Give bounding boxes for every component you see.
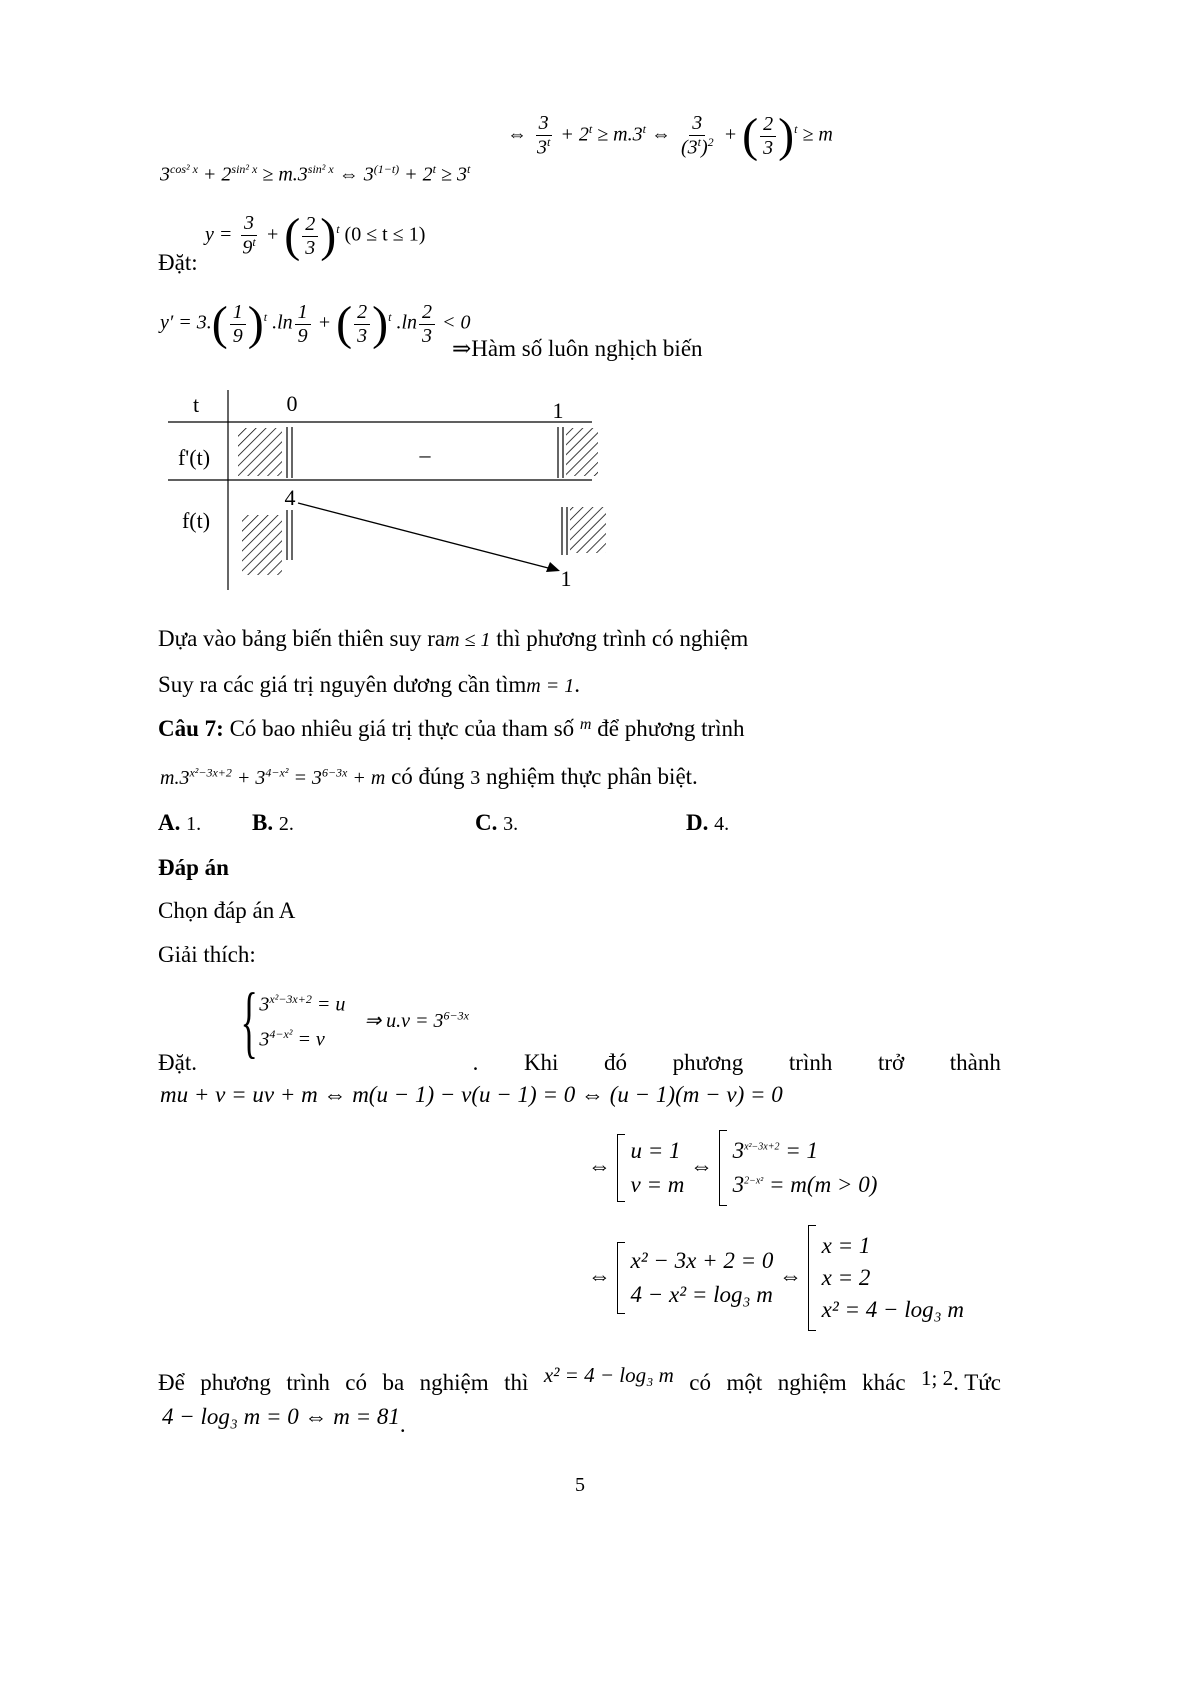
explanation-label: Giải thích: — [158, 942, 256, 967]
label-t: t — [192, 392, 200, 417]
system-a: ⇔ u = 1 v = m ⇔ $3^{x^2-3x+2} = 1$ $3^{2-x^2} = m(m > 0)$ — [588, 1130, 877, 1206]
question-7-equation: $m.3^{x^2-3x+2} + 3^{4-x^2} = 3^{6-3x} + m$ có đúng 3 nghiệm thực phân biệt. — [160, 764, 698, 789]
option-b[interactable]: B. 2. — [252, 810, 294, 835]
substitution-y: y = $\frac{3}{9^t}$ + ( $\frac{2}{3}$ )$^t$ (0 ≤ t ≤ 1) — [205, 209, 426, 262]
final-paragraph-line1: Để phương trình có ba nghiệm thì x² = 4 − log₃ m có một nghiệm khác 1; 2. Tức — [158, 1363, 1001, 1395]
factorization-line: mu + v = uv + m ⇔ m(u − 1) − v(u − 1) = 0 ⇔ (u − 1)(m − v) = 0 — [160, 1082, 783, 1107]
substitution-line: Đặt. . Khi đó phương trình trở thành — [158, 1050, 1001, 1075]
option-a[interactable]: A. 1. — [158, 810, 202, 835]
equation-top-left: $3^{cos^2 x} + 2^{sin^2 x} \ge m.3^{sin^2 x}$ ⇔ $3^{(1-t)} + 2^t \ge 3^t$ — [160, 162, 471, 186]
hatch-right-f — [570, 507, 606, 553]
t-start: 0 — [286, 391, 298, 416]
sign-negative: – — [419, 442, 431, 467]
page-number: 5 — [575, 1474, 585, 1496]
label-fprime: f'(t) — [177, 445, 211, 470]
derivative-conclusion: ⇒Hàm số luôn nghịch biến — [452, 336, 703, 361]
answer-heading: Đáp án — [158, 855, 229, 880]
decreasing-arrow — [298, 503, 552, 569]
hatch-left-f — [242, 515, 282, 575]
f-start: 4 — [284, 485, 296, 510]
option-c[interactable]: C. 3. — [475, 810, 519, 835]
substitution-system: { $3^{x^2-3x+2} = u$ $3^{4-x^2} = v$ ⇒ $u.v = 3^{6-3x}$ — [240, 978, 469, 1066]
final-paragraph-line2: 4 − log₃ m = 0 ⇔ m = 81. — [162, 1404, 406, 1437]
variation-table — [160, 385, 620, 595]
f-end: 1 — [560, 566, 572, 591]
question-7: Câu 7: Có bao nhiêu giá trị thực của tham số $^m$ để phương trình — [158, 716, 745, 741]
system-b: ⇔ x² − 3x + 2 = 0 4 − x² = log₃ m ⇔ x = 1 x = 2 x² = 4 − log₃ m — [588, 1225, 964, 1331]
hatch-right-fp — [566, 428, 598, 476]
label-f: f(t) — [181, 508, 211, 533]
derivative-equation: y′ = 3.( $\frac{1}{9}$ )$^t$ .ln $\frac{1}{9}$ + ( $\frac{2}{3}$ )$^t$ .ln $\frac{2}{3}$ < 0 — [160, 297, 471, 350]
option-d[interactable]: D. 4. — [686, 810, 730, 835]
hatch-left-fp — [238, 428, 282, 476]
equation-top-right: ⇔ $\frac{3}{3^t}$ + $2^t \ge m.3^t$ ⇔ $\frac{3}{(3^t)^2}$ + ( $\frac{2}{3}$ )$^t$ ≥ m — [507, 109, 833, 162]
dat-label: Đặt: — [158, 250, 198, 275]
answer-choice: Chọn đáp án A — [158, 898, 296, 923]
paragraph-integer-values: Suy ra các giá trị nguyên dương cần tìmm = 1. — [158, 672, 580, 697]
t-end: 1 — [552, 398, 564, 423]
paragraph-table-conclusion: Dựa vào bảng biến thiên suy ram ≤ 1 thì phương trình có nghiệm — [158, 626, 749, 651]
